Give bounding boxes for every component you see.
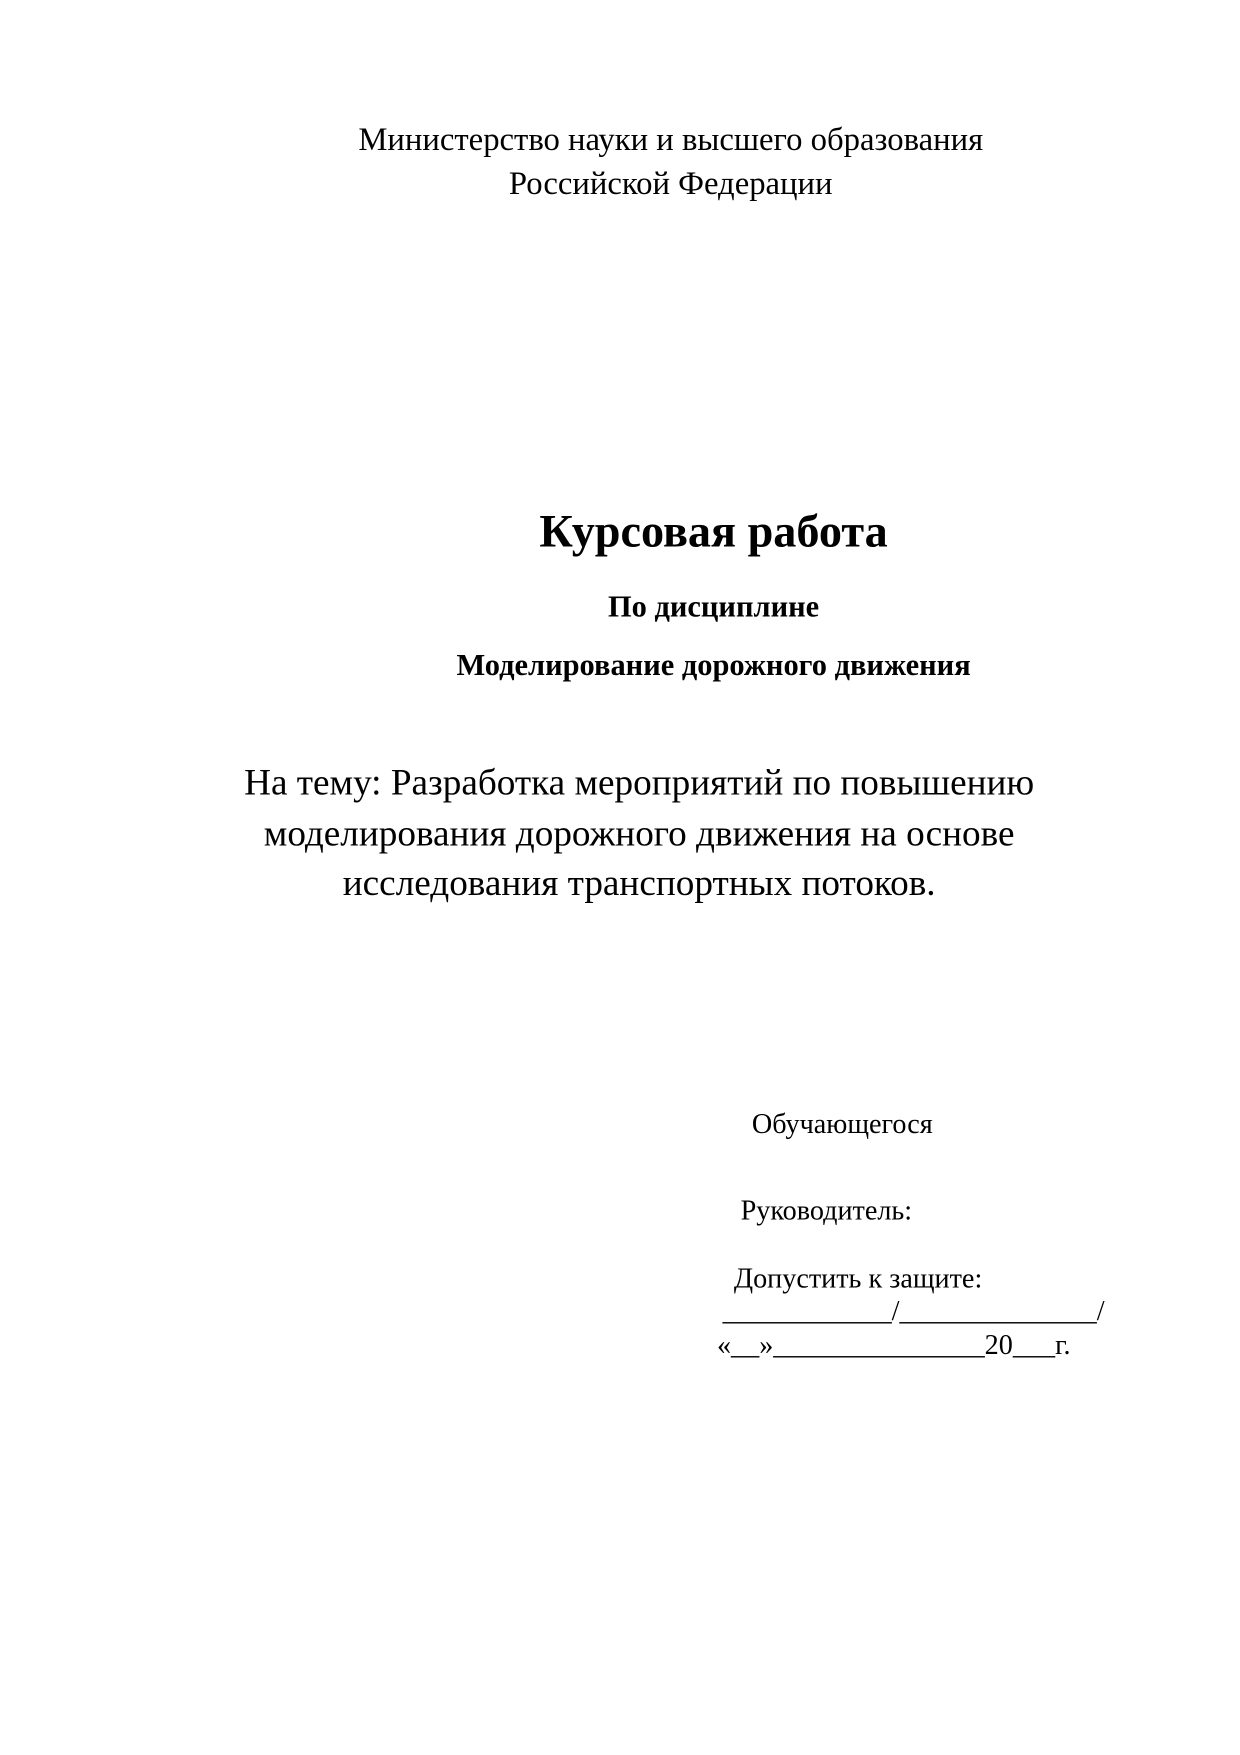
date-line: «__»_______________20___г.	[716, 1330, 1071, 1361]
topic-line-1: На тему: Разработка мероприятий по повышению	[244, 763, 1035, 804]
ministry-line-2: Российской Федерации	[508, 165, 833, 202]
topic-line-2: моделирования дорожного движения на основе	[263, 813, 1015, 855]
signature-line: ____________/______________/	[722, 1296, 1105, 1327]
admit-label: Допустить к защите:	[733, 1263, 983, 1295]
ministry-line-1: Министерство науки и высшего образования	[358, 121, 984, 158]
discipline-label: По дисциплине	[607, 589, 820, 624]
document-title: Курсовая работа	[539, 505, 888, 557]
student-label: Обучающегося	[751, 1109, 933, 1140]
topic-line-3: исследования транспортных потоков.	[342, 863, 936, 905]
supervisor-label: Руководитель:	[740, 1196, 913, 1227]
discipline-name: Моделирование дорожного движения	[456, 648, 971, 682]
